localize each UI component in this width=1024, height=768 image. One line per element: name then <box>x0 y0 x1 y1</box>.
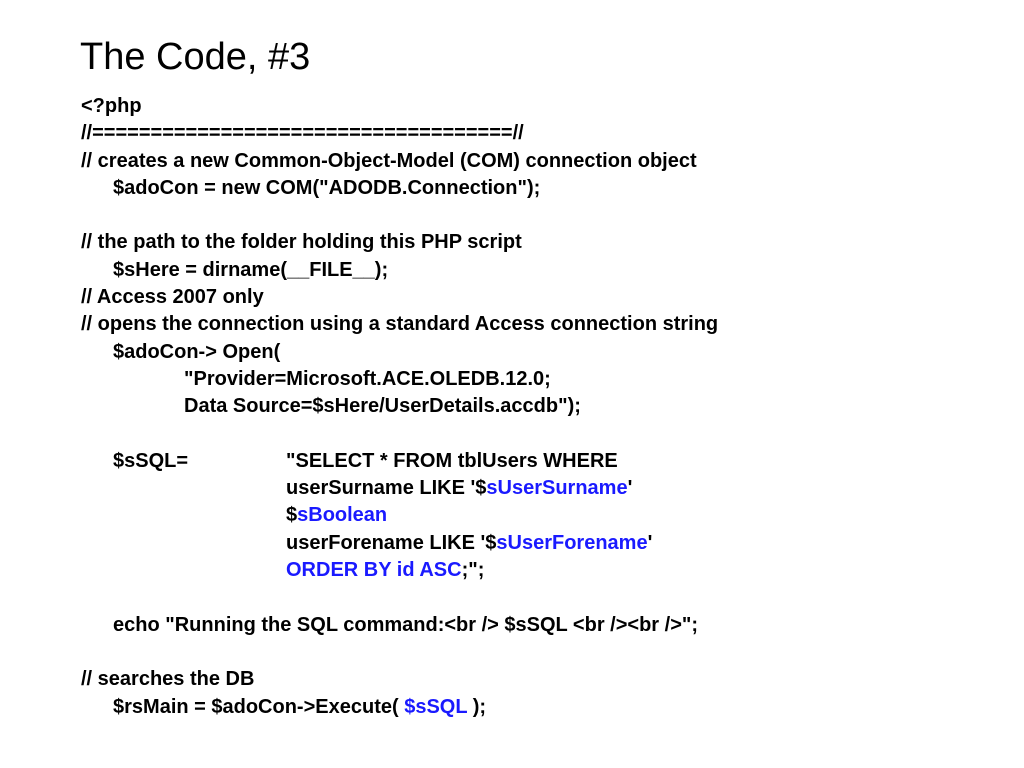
slide-title: The Code, #3 <box>80 36 311 78</box>
execute-suffix: ); <box>467 695 487 718</box>
code-block <box>81 93 1001 721</box>
code-line-execute <box>81 694 1001 721</box>
code-blank-line <box>81 202 1001 229</box>
surname-prefix: userSurname LIKE '$ <box>286 477 487 500</box>
surname-variable: sUserSurname <box>486 477 628 500</box>
code-line-orderby <box>81 557 1001 584</box>
code-line-boolean <box>81 502 1001 529</box>
code-line-datasource: Data Source=$sHere/UserDetails.accdb"); <box>184 395 581 418</box>
boolean-prefix: $ <box>286 504 298 527</box>
forename-prefix: userForename LIKE '$ <box>286 531 497 554</box>
execute-variable: $sSQL <box>404 695 468 718</box>
forename-suffix: ' <box>647 531 653 554</box>
code-line-adocon: $adoCon = new COM("ADODB.Connection"); <box>113 176 541 199</box>
code-comment-com: // creates a new Common-Object-Model (COM) connection object <box>81 149 697 172</box>
code-line-provider: "Provider=Microsoft.ACE.OLEDB.12.0; <box>184 367 551 390</box>
code-line-ssql <box>81 448 1001 475</box>
code-line-echo: echo "Running the SQL command:<br /> $sSQL <br /><br />"; <box>113 613 699 636</box>
code-blank-line <box>81 639 1001 666</box>
code-line-open: $adoCon-> Open( <box>113 340 281 363</box>
code-line-separator: //====================================// <box>81 122 524 145</box>
code-line-surname <box>81 475 1001 502</box>
code-comment-open: // opens the connection using a standard Access connection string <box>81 313 719 336</box>
code-blank-line <box>81 584 1001 611</box>
ssql-select: "SELECT * FROM tblUsers WHERE <box>286 449 618 472</box>
execute-prefix: $rsMain = $adoCon->Execute( <box>113 695 405 718</box>
boolean-variable: sBoolean <box>297 504 388 527</box>
code-comment-path: // the path to the folder holding this PHP script <box>81 231 522 254</box>
code-line-php-open: <?php <box>81 95 142 117</box>
code-comment-access: // Access 2007 only <box>81 286 264 309</box>
code-line-forename <box>81 530 1001 557</box>
code-comment-search: // searches the DB <box>81 668 255 691</box>
orderby-suffix: ;"; <box>461 559 485 582</box>
forename-variable: sUserForename <box>496 531 648 554</box>
surname-suffix: ' <box>627 477 633 500</box>
ssql-variable: $sSQL= <box>113 449 189 472</box>
code-line-shere: $sHere = dirname(__FILE__); <box>113 258 389 281</box>
code-blank-line <box>81 421 1001 448</box>
orderby-clause: ORDER BY id ASC <box>286 559 462 582</box>
